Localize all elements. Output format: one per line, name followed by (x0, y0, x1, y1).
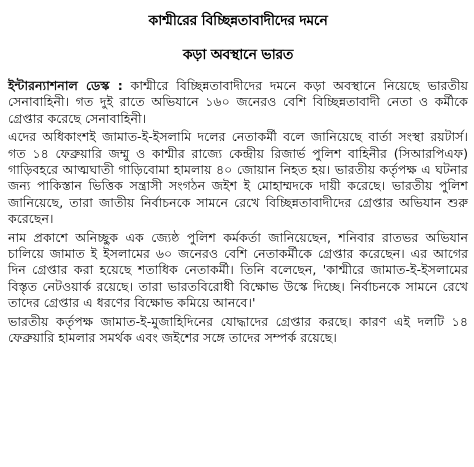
headline-line-1: কাশ্মীরের বিচ্ছিন্নতাবাদীদের দমনে (148, 13, 328, 29)
article-paragraph-2: এদের অধিকাংশই জামাত-ই-ইসলামি দলের নেতাকর্মী বলে জানিয়েছে বার্তা সংস্থা রয়টার্স। গত ১৪ ফেব্রুয়ারি জম্মু ও কাশ্মীর রাজ্যে কেন্দ্রীয় রিজার্ভ পুলিশ বাহিনীর (সিআরপিএফ) গাড়িবহরে আত্মঘাতী গাড়িবোমা হামলায় ৪০ জোয়ান নিহত হয়। ভারতীয় কর্তৃপক্ষ এ ঘটনার জন্য পাকিস্তান ভিত্তিক সন্ত্রাসী সংগঠন জইশ ই মোহাম্মদকে দায়ী করেছে। ভারতীয় পুলিশ জানিয়েছে, তারা জাতীয় নির্বাচনকে সামনে রেখে বিচ্ছিন্নতাবাদীদের গ্রেপ্তার অভিযান শুরু করেছেন। (8, 129, 468, 227)
headline (8, 4, 468, 72)
article-body (8, 78, 468, 347)
dateline: ইন্টারন্যাশনাল ডেস্ক : (8, 78, 123, 93)
article-paragraph-3: নাম প্রকাশে অনিচ্ছুক এক জ্যেষ্ঠ পুলিশ কর্মকর্তা জানিয়েছেন, শনিবার রাতভর অভিযান চালিয়ে জামাত ই ইসলামের ৬০ জনেরও বেশি নেতাকর্মীকে গ্রেপ্তার করেছেন। এর আগের দিন গ্রেপ্তার করা হয়েছে শতাধিক নেতাকর্মী। তিনি বলেছেন, 'কাশ্মীরে জামাত-ই-ইসলামের বিস্তৃত নেটওয়ার্ক রয়েছে। তারা ভারতবিরোধী বিক্ষোভ উস্কে দিচ্ছে। নির্বাচনকে সামনে রেখে তাদের গ্রেপ্তার এ ধরণের বিক্ষোভ কমিয়ে আনবে।' (8, 229, 468, 311)
article-paragraph-4: ভারতীয় কর্তৃপক্ষ জামাত-ই-মুজাহিদিনের যোদ্ধাদের গ্রেপ্তার করছে। কারণ এই দলটি ১৪ ফেব্রুয়ারি হামলার সমর্থক এবং জইশের সঙ্গে তাদের সম্পর্ক রয়েছে। (8, 313, 468, 346)
article-paragraph-1 (8, 78, 468, 127)
headline-line-2: কড়া অবস্থানে ভারত (182, 47, 294, 63)
article-paragraph-1-text: কাশ্মীরে বিচ্ছিন্নতাবাদীদের দমনে কড়া অবস্থানে নিয়েছে ভারতীয় সেনাবাহিনী। গত দুই রাতে অভিযানে ১৬০ জনেরও বেশি বিচ্ছিন্নতাবাদী নেতা ও কর্মীকে গ্রেপ্তার করেছে সেনাবাহিনী। (8, 78, 468, 126)
